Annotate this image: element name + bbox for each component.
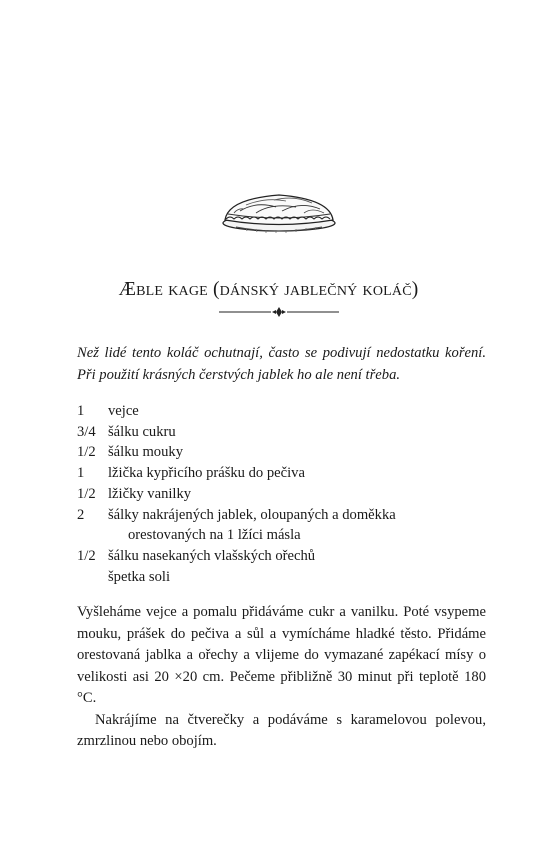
ingredient-quantity: 3/4: [77, 423, 96, 440]
ingredient-row: [77, 422, 487, 443]
ingredient-row: [77, 567, 487, 588]
ingredient-row: [77, 484, 487, 505]
ingredient-row: [77, 442, 487, 463]
method-text: [77, 602, 486, 753]
method-paragraph: Nakrájíme na čtverečky a podáváme s karamelovou polevou, zmrzlinou nebo obojím.: [77, 711, 486, 749]
ingredient-row: [77, 401, 487, 422]
ornament-divider-icon: [219, 305, 339, 319]
pie-icon: [216, 183, 342, 243]
intro-text: Než lidé tento koláč ochutnají, často se podivují nedostatku koření. Při použití krásných čerstvých jablek ho ale není třeba.: [77, 345, 486, 383]
ingredient-quantity: [77, 567, 108, 588]
ingredient-name: lžička kypřicího prášku do pečiva: [108, 465, 305, 482]
method-paragraph: Vyšleháme vejce a pomalu přidáváme cukr a vanilku. Poté vsypeme mouku, prášek do pečiva a sůl a vymícháme hladké těsto. Přidáme orestovaná jablka a ořechy a vlijeme do vymazané zapékací mísy o velikosti asi 20 ×20 cm. Pečeme přibližně 30 minut při teplotě 180 °C.: [77, 604, 486, 706]
ingredient-quantity: 1: [77, 403, 85, 419]
ingredient-name: šálku cukru: [108, 423, 176, 440]
ingredient-name-continuation: orestovaných na 1 lžíci másla: [128, 527, 301, 544]
ingredient-quantity: 1/2: [77, 485, 96, 502]
ingredient-quantity: 2: [77, 506, 85, 523]
ingredient-list: [77, 401, 487, 587]
ingredient-name: vejce: [108, 403, 139, 419]
ingredient-quantity: 1: [77, 465, 85, 482]
ingredient-quantity: 1/2: [77, 547, 96, 564]
ingredient-name: šálky nakrájených jablek, oloupaných a doměkka: [108, 506, 396, 523]
ingredient-row: [77, 505, 487, 546]
recipe-title: Æble kage (dánský jablečný koláč): [118, 279, 419, 300]
ingredient-name: šálku nasekaných vlašských ořechů: [108, 547, 316, 564]
ingredient-name: lžičky vanilky: [108, 485, 192, 502]
ingredient-row: [77, 546, 487, 567]
ingredient-name: šálku mouky: [108, 444, 183, 461]
ingredient-row: [77, 463, 487, 484]
ingredient-quantity: 1/2: [77, 444, 96, 461]
ingredient-name: špetka soli: [108, 568, 171, 585]
